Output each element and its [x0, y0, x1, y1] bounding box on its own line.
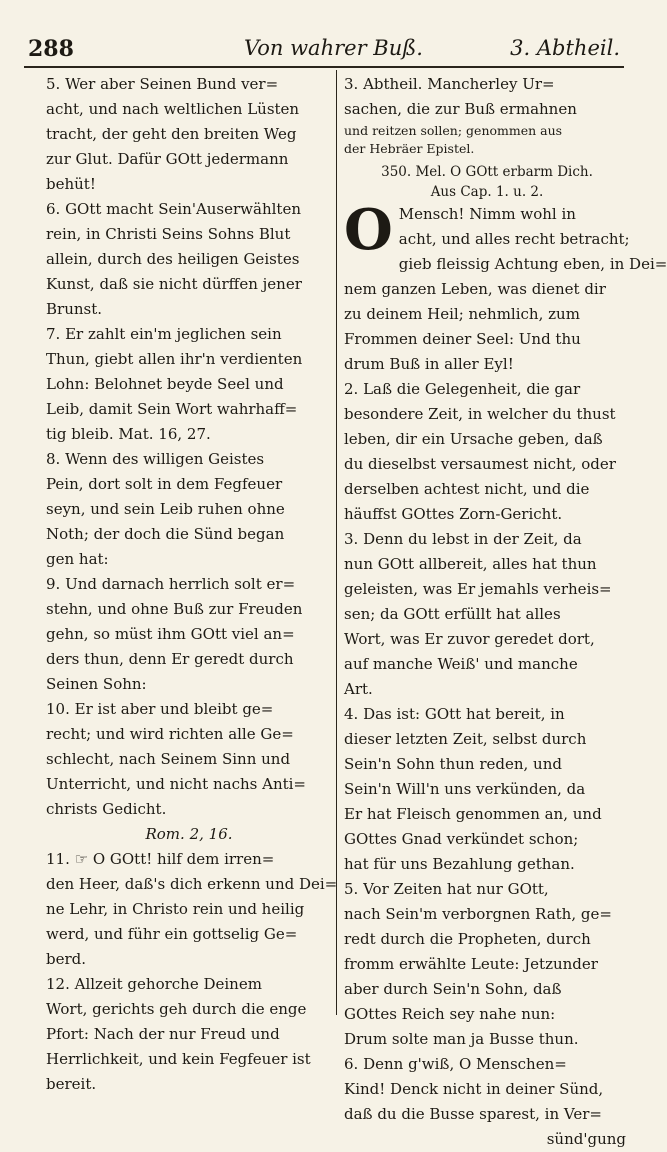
text-line: GOttes Reich sey nahe nun:: [344, 1005, 556, 1023]
text-line: werd, und führ ein gottselig Ge=: [46, 925, 298, 943]
text-line: 11. ☞ O GOtt! hilf dem irren=: [46, 850, 275, 868]
text-line: Er hat Fleisch genommen an, und: [344, 805, 602, 823]
text-line: behüt!: [46, 175, 96, 193]
text-line: acht, und alles recht betracht;: [398, 230, 630, 248]
text-line: zu deinem Heil; nehmlich, zum: [344, 305, 580, 323]
text-line: 7. Er zahlt ein'm jeglichen sein: [46, 325, 282, 343]
text-line: tracht, der geht den breiten Weg: [46, 125, 297, 143]
text-line: Sein'n Sohn thun reden, und: [344, 755, 562, 773]
text-line: gieb fleissig Achtung eben, in Dei=: [398, 255, 667, 273]
text-line: acht, und nach weltlichen Lüsten: [46, 100, 300, 118]
text-line: rein, in Christi Seins Sohns Blut: [46, 225, 291, 243]
text-line: GOttes Gnad verkündet schon;: [344, 830, 579, 848]
left-column: [46, 72, 338, 1097]
text-line: aber durch Sein'n Sohn, daß: [344, 980, 562, 998]
left-column-text-continued: [46, 847, 338, 1097]
text-line: allein, durch des heiligen Geistes: [46, 250, 300, 268]
text-line: leben, dir ein Ursache geben, daß: [344, 430, 603, 448]
text-line: hat für uns Bezahlung gethan.: [344, 855, 575, 873]
right-column: [344, 72, 667, 1152]
text-line: geleisten, was Er jemahls verheis=: [344, 580, 612, 598]
left-column-text: [46, 72, 332, 822]
text-line: berd.: [46, 950, 87, 968]
text-line: gen hat:: [46, 550, 109, 568]
text-line: häuffst GOttes Zorn-Gericht.: [344, 505, 563, 523]
text-line: Wort, was Er zuvor geredet dort,: [344, 630, 595, 648]
text-line: Thun, giebt allen ihr'n verdienten: [46, 350, 303, 368]
text-line: Mensch! Nimm wohl in: [398, 205, 576, 223]
text-line: 9. Und darnach herrlich solt er=: [46, 575, 296, 593]
text-line: schlecht, nach Seinem Sinn und: [46, 750, 291, 768]
text-line: Kunst, daß sie nicht dürffen jener: [46, 275, 302, 293]
running-title: Von wahrer Buß.: [244, 36, 423, 60]
text-line: auf manche Weiß' und manche: [344, 655, 578, 673]
text-line: nun GOtt allbereit, alles hat thun: [344, 555, 597, 573]
text-line: 5. Vor Zeiten hat nur GOtt,: [344, 880, 549, 898]
text-line: 12. Allzeit gehorche Deinem: [46, 975, 262, 993]
text-line: tig bleib. Mat. 16, 27.: [46, 425, 211, 443]
text-line: ders thun, denn Er geredt durch: [46, 650, 294, 668]
hymn-source: Aus Cap. 1. u. 2.: [430, 184, 544, 200]
text-line: 4. Das ist: GOtt hat bereit, in: [344, 705, 565, 723]
text-line: 8. Wenn des willigen Geistes: [46, 450, 265, 468]
text-line: Lohn: Belohnet beyde Seel und: [46, 375, 284, 393]
text-line: stehn, und ohne Buß zur Freuden: [46, 600, 303, 618]
hymn-melody: 350. Mel. O GOtt erbarm Dich.: [381, 164, 593, 180]
text-line: 6. Denn g'wiß, O Menschen=: [344, 1055, 567, 1073]
text-line: Wort, gerichts geh durch die enge: [46, 1000, 307, 1018]
first-stanza: [344, 197, 667, 377]
section-label: 3. Abtheil.: [510, 36, 620, 60]
text-line: du dieselbst versaumest nicht, oder: [344, 455, 616, 473]
text-line: ne Lehr, in Christo rein und heilig: [46, 900, 305, 918]
text-line: seyn, und sein Leib ruhen ohne: [46, 500, 285, 518]
text-line: 10. Er ist aber und bleibt ge=: [46, 700, 274, 718]
text-line: nem ganzen Leben, was dienet dir: [344, 280, 606, 298]
text-line: Kind! Denck nicht in deiner Sünd,: [344, 1080, 604, 1098]
text-line: Unterricht, und nicht nachs Anti=: [46, 775, 306, 793]
text-line: derselben achtest nicht, und die: [344, 480, 590, 498]
text-line: redt durch die Propheten, durch: [344, 930, 591, 948]
running-header: [24, 32, 624, 68]
text-line: zur Glut. Dafür GOtt jedermann: [46, 150, 289, 168]
text-line: Art.: [344, 680, 373, 698]
text-line: sen; da GOtt erfüllt hat alles: [344, 605, 561, 623]
text-line: Seinen Sohn:: [46, 675, 147, 693]
column-divider: [336, 70, 337, 1015]
text-line: den Heer, daß's dich erkenn und Dei=: [46, 875, 338, 893]
section-heading-note: der Hebräer Epistel.: [344, 141, 475, 156]
text-line: fromm erwählte Leute: Jetzunder: [344, 955, 598, 973]
text-line: Herrlichkeit, und kein Fegfeuer ist: [46, 1050, 311, 1068]
scripture-reference: Rom. 2, 16.: [145, 825, 233, 843]
text-line: besondere Zeit, in welcher du thust: [344, 405, 616, 423]
text-line: 5. Wer aber Seinen Bund ver=: [46, 75, 279, 93]
page-number: 288: [28, 36, 74, 62]
catchword: sünd'gung: [546, 1130, 626, 1148]
text-line: christs Gedicht.: [46, 800, 167, 818]
text-line: bereit.: [46, 1075, 97, 1093]
text-line: 3. Denn du lebst in der Zeit, da: [344, 530, 582, 548]
text-line: gehn, so müst ihm GOtt viel an=: [46, 625, 295, 643]
text-line: Leib, damit Sein Wort wahrhaff=: [46, 400, 298, 418]
section-heading: sachen, die zur Buß ermahnen: [344, 100, 577, 118]
text-line: dieser letzten Zeit, selbst durch: [344, 730, 587, 748]
text-line: drum Buß in aller Eyl!: [344, 355, 514, 373]
text-line: daß du die Busse sparest, in Ver=: [344, 1105, 602, 1123]
text-line: Noth; der doch die Sünd began: [46, 525, 285, 543]
section-heading: 3. Abtheil. Mancherley Ur=: [344, 75, 555, 93]
text-line: Sein'n Will'n uns verkünden, da: [344, 780, 586, 798]
section-heading-note: und reitzen sollen; genommen aus: [344, 123, 563, 138]
text-line: Drum solte man ja Busse thun.: [344, 1030, 579, 1048]
text-line: Frommen deiner Seel: Und thu: [344, 330, 581, 348]
text-line: Pein, dort solt in dem Fegfeuer: [46, 475, 283, 493]
text-line: Pfort: Nach der nur Freud und: [46, 1025, 280, 1043]
text-line: nach Sein'm verborgnen Rath, ge=: [344, 905, 612, 923]
text-line: Brunst.: [46, 300, 103, 318]
text-line: 2. Laß die Gelegenheit, die gar: [344, 380, 581, 398]
text-line: 6. GOtt macht Sein'Auserwählten: [46, 200, 301, 218]
text-line: recht; und wird richten alle Ge=: [46, 725, 294, 743]
right-column-text: [344, 377, 630, 1127]
drop-cap: O: [344, 197, 393, 263]
